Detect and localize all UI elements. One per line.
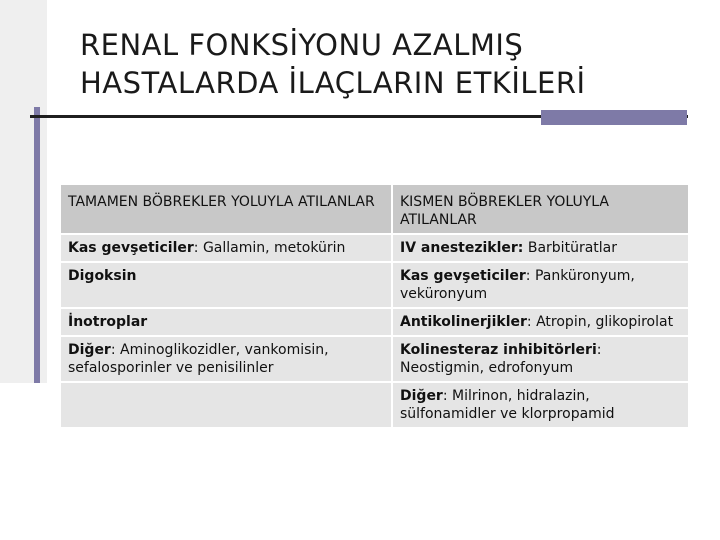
label-separator: : bbox=[110, 342, 121, 358]
title-line-1: RENAL FONKSİYONU AZALMIŞ bbox=[80, 28, 524, 62]
drug-class-label: IV anestezikler: bbox=[400, 240, 524, 256]
table-cell-left bbox=[60, 336, 392, 382]
table-row bbox=[60, 234, 689, 262]
drug-list: Gallamin, metokürin bbox=[202, 240, 346, 256]
label-separator: : bbox=[596, 342, 602, 358]
title-underline-accent bbox=[541, 110, 687, 125]
drug-list: Neostigmin, edrofonyum bbox=[400, 360, 574, 376]
table-cell-right bbox=[392, 234, 689, 262]
left-accent-bar bbox=[34, 107, 40, 383]
table-cell-left bbox=[60, 382, 392, 428]
drug-class-label: Kas gevşeticiler bbox=[400, 268, 526, 284]
table-row bbox=[60, 382, 689, 428]
table-cell-right bbox=[392, 382, 689, 428]
drug-class-label: Diğer bbox=[400, 388, 443, 404]
drug-list: Panküronyum, veküronyum bbox=[400, 268, 635, 302]
header-cell-complete-renal: TAMAMEN BÖBREKLER YOLUYLA ATILANLAR bbox=[60, 184, 392, 234]
table-cell-left bbox=[60, 234, 392, 262]
table-header-row bbox=[60, 184, 689, 234]
title-line-2: HASTALARDA İLAÇLARIN ETKİLERİ bbox=[80, 66, 586, 100]
header-cell-partial-renal: KISMEN BÖBREKLER YOLUYLA ATILANLAR bbox=[392, 184, 689, 234]
label-separator: : bbox=[526, 314, 537, 330]
table-cell-left bbox=[60, 262, 392, 308]
drug-class-label: Kas gevşeticiler bbox=[68, 240, 194, 256]
drug-class-label: Kolinesteraz inhibitörleri bbox=[400, 342, 597, 358]
drug-class-label: İnotroplar bbox=[68, 314, 148, 330]
drug-list: Aminoglikozidler, vankomisin, sefalosporinler ve penisilinler bbox=[68, 342, 329, 376]
slide-title bbox=[80, 26, 586, 102]
table-row bbox=[60, 308, 689, 336]
label-separator: : bbox=[442, 388, 453, 404]
drug-elimination-table bbox=[59, 183, 690, 429]
table-row bbox=[60, 262, 689, 308]
table-cell-right bbox=[392, 262, 689, 308]
table-row bbox=[60, 336, 689, 382]
table-cell-left bbox=[60, 308, 392, 336]
label-separator: : bbox=[525, 268, 535, 284]
drug-list: Barbitüratlar bbox=[527, 240, 617, 256]
table-cell-right bbox=[392, 308, 689, 336]
drug-list: Milrinon, hidralazin, sülfonamidler ve klorpropamid bbox=[400, 388, 615, 422]
drug-class-label: Diğer bbox=[68, 342, 111, 358]
table-cell-right bbox=[392, 336, 689, 382]
label-separator: : bbox=[193, 240, 203, 256]
drug-class-label: Antikolinerjikler bbox=[400, 314, 527, 330]
drug-list: Atropin, glikopirolat bbox=[536, 314, 674, 330]
drug-class-label: Digoksin bbox=[68, 268, 137, 284]
